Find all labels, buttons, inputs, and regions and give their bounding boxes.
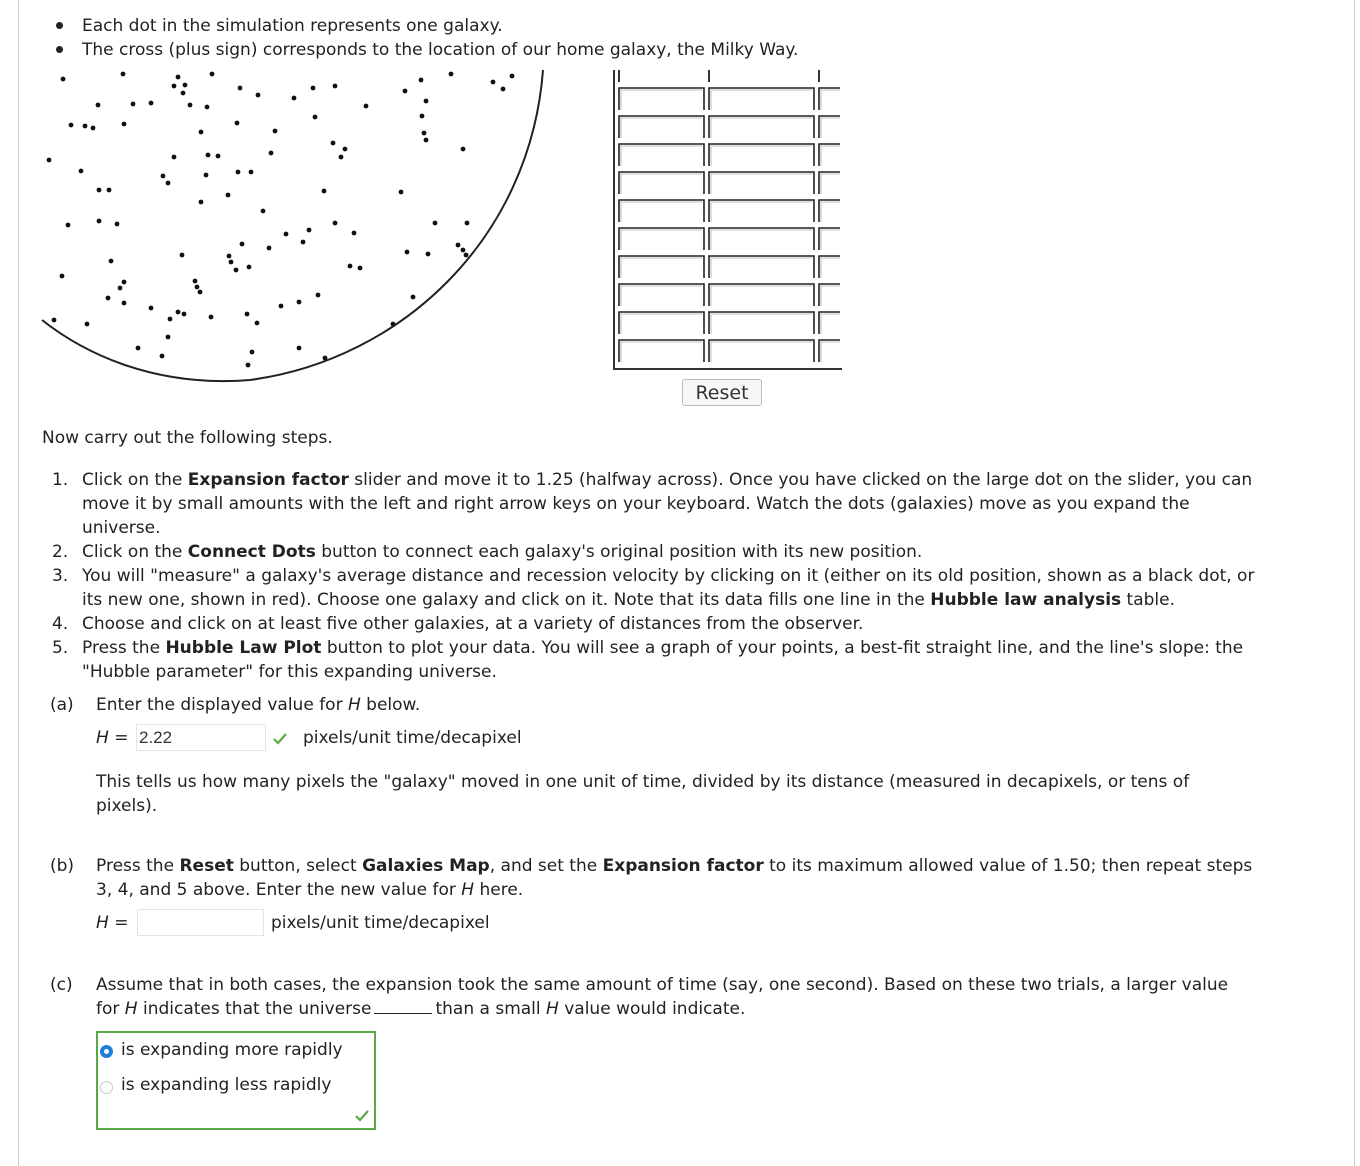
text-run: Click on the: [82, 470, 188, 490]
galaxy-dot[interactable]: [456, 243, 461, 248]
step-5-line-2: "Hubble parameter" for this expanding universe.: [82, 662, 497, 682]
galaxy-dot[interactable]: [172, 155, 177, 160]
table-cell: [819, 312, 840, 334]
table-cell-bevel: [821, 314, 840, 334]
step-1-line-1: [82, 468, 1252, 492]
part-a-unit: pixels/unit time/decapixel: [303, 728, 522, 748]
left-frame-border: [18, 0, 19, 1166]
galaxy-dot[interactable]: [267, 246, 272, 251]
galaxy-simulation-canvas[interactable]: [40, 70, 560, 385]
galaxy-dot[interactable]: [426, 252, 431, 257]
galaxy-dot[interactable]: [343, 147, 348, 152]
part-c-label: (c): [50, 975, 73, 995]
h-variable: H: [461, 880, 475, 900]
galaxy-dot[interactable]: [199, 200, 204, 205]
galaxy-dot[interactable]: [501, 87, 506, 92]
galaxy-dot[interactable]: [465, 221, 470, 226]
galaxy-dot[interactable]: [206, 153, 211, 158]
galaxy-dot[interactable]: [297, 300, 302, 305]
table-cell: [619, 172, 704, 194]
bullet-dot: [56, 22, 63, 29]
table-cell: [819, 284, 840, 306]
table-cell-bevel: [711, 314, 812, 334]
table-cell-bevel: [821, 174, 840, 194]
table-cell: [619, 116, 704, 138]
galaxy-dot[interactable]: [399, 190, 404, 195]
galaxy-dot[interactable]: [172, 84, 177, 89]
bold-term: Expansion factor: [602, 856, 764, 876]
table-cell: [819, 144, 840, 166]
table-cell-bevel: [821, 202, 840, 222]
galaxy-dot[interactable]: [204, 173, 209, 178]
galaxy-dot[interactable]: [160, 354, 165, 359]
galaxy-dot[interactable]: [227, 254, 232, 259]
table-cell-bevel: [711, 258, 812, 278]
galaxy-dot[interactable]: [109, 259, 114, 264]
galaxy-dot[interactable]: [226, 193, 231, 198]
galaxy-dot[interactable]: [193, 279, 198, 284]
galaxy-dot[interactable]: [424, 138, 429, 143]
galaxy-dot[interactable]: [333, 84, 338, 89]
table-cell: [819, 340, 840, 362]
table-cell-bevel: [711, 118, 812, 138]
galaxy-dot[interactable]: [461, 147, 466, 152]
h-variable: H: [546, 999, 559, 1019]
galaxy-dot[interactable]: [419, 78, 424, 83]
galaxy-dot[interactable]: [331, 141, 336, 146]
table-cell: [709, 340, 814, 362]
step-1-line-2: move it by small amounts with the left and right arrow keys on your keyboard. Watch the dots (galaxies) move as you expand the: [82, 494, 1190, 514]
reset-button[interactable]: Reset: [682, 379, 762, 406]
table-rows: [619, 88, 840, 362]
bullet-dot: [56, 46, 63, 53]
galaxy-dot[interactable]: [424, 99, 429, 104]
text-run: here.: [474, 880, 524, 900]
galaxy-dot[interactable]: [181, 91, 186, 96]
table-cell: [709, 284, 814, 306]
table-cell-bevel: [621, 342, 702, 362]
galaxy-dot[interactable]: [131, 102, 136, 107]
galaxy-dot[interactable]: [47, 158, 52, 163]
galaxy-dot[interactable]: [284, 232, 289, 237]
table-cell-bevel: [711, 174, 812, 194]
table-cell: [619, 88, 704, 110]
galaxy-dot[interactable]: [115, 222, 120, 227]
h-variable: H: [124, 999, 138, 1019]
part-b-h-label: [96, 911, 128, 935]
galaxy-dot[interactable]: [403, 89, 408, 94]
galaxy-dot[interactable]: [52, 318, 57, 323]
table-cell: [709, 228, 814, 250]
step-number: 1.: [52, 470, 69, 490]
galaxy-dots: [47, 72, 515, 368]
table-cell-bevel: [821, 258, 840, 278]
h-variable: H: [96, 913, 109, 933]
galaxy-dot[interactable]: [234, 268, 239, 273]
table-cell: [709, 312, 814, 334]
text-run: , and set the: [489, 856, 603, 876]
step-3-line-2: [82, 588, 1175, 612]
galaxy-dot[interactable]: [210, 72, 215, 77]
table-cell-bevel: [621, 286, 702, 306]
galaxy-dot[interactable]: [249, 170, 254, 175]
table-cell: [819, 228, 840, 250]
galaxy-dot[interactable]: [118, 286, 123, 291]
right-frame-border: [1354, 0, 1355, 1166]
galaxy-dot[interactable]: [250, 350, 255, 355]
galaxy-dot[interactable]: [464, 253, 469, 258]
option-less-rapidly[interactable]: is expanding less rapidly: [121, 1075, 332, 1095]
galaxy-dot[interactable]: [235, 121, 240, 126]
galaxy-dot[interactable]: [96, 103, 101, 108]
table-cell-bevel: [711, 202, 812, 222]
galaxy-dot[interactable]: [364, 104, 369, 109]
bold-term: Hubble law analysis: [930, 590, 1122, 610]
table-cell-bevel: [821, 230, 840, 250]
table-cell-bevel: [711, 146, 812, 166]
galaxy-dot[interactable]: [168, 317, 173, 322]
galaxy-dot[interactable]: [405, 250, 410, 255]
table-cell-bevel: [621, 258, 702, 278]
table-cell: [619, 256, 704, 278]
bold-term: Expansion factor: [187, 470, 349, 490]
galaxy-dot[interactable]: [333, 221, 338, 226]
galaxy-dot[interactable]: [60, 274, 65, 279]
galaxy-dot[interactable]: [236, 170, 241, 175]
galaxy-dot[interactable]: [301, 240, 306, 245]
galaxy-dot[interactable]: [161, 174, 166, 179]
galaxy-dot[interactable]: [205, 105, 210, 110]
galaxy-dot[interactable]: [122, 122, 127, 127]
table-cell-bevel: [711, 286, 812, 306]
table-cell: [619, 144, 704, 166]
galaxy-dot[interactable]: [273, 129, 278, 134]
text-run: slider and move it to 1.25 (halfway across). Once you have clicked on the large dot on the slider, you can: [348, 470, 1253, 490]
galaxy-dot[interactable]: [279, 304, 284, 309]
table-cell-bevel: [621, 202, 702, 222]
step-number: 2.: [52, 542, 69, 562]
step-1-line-3: universe.: [82, 518, 161, 538]
table-cell: [619, 228, 704, 250]
answer-blank: [374, 998, 432, 1014]
galaxy-dot[interactable]: [316, 293, 321, 298]
table-cell: [819, 116, 840, 138]
equals-sign: =: [114, 728, 129, 748]
galaxy-dot[interactable]: [313, 115, 318, 120]
bullet-text: The cross (plus sign) corresponds to the location of our home galaxy, the Milky Way.: [82, 40, 799, 60]
galaxy-dot[interactable]: [188, 103, 193, 108]
galaxy-dot[interactable]: [245, 312, 250, 317]
galaxy-dot[interactable]: [166, 335, 171, 340]
galaxy-dot[interactable]: [149, 306, 154, 311]
text-run: Enter the displayed value for: [96, 695, 348, 715]
galaxy-dot[interactable]: [420, 114, 425, 119]
table-cell: [709, 116, 814, 138]
table-cell-bevel: [711, 230, 812, 250]
text-run: button to plot your data. You will see a graph of your points, a best-fit straight line, and the line's slope: the: [321, 638, 1244, 658]
galaxy-dot[interactable]: [195, 285, 200, 290]
galaxy-dot[interactable]: [61, 77, 66, 82]
table-cell: [709, 88, 814, 110]
galaxy-dot[interactable]: [411, 295, 416, 300]
galaxy-dot[interactable]: [176, 75, 181, 80]
galaxy-dot[interactable]: [348, 264, 353, 269]
galaxy-dot[interactable]: [269, 151, 274, 156]
text-run: for: [96, 999, 125, 1019]
galaxy-dot[interactable]: [69, 123, 74, 128]
step-number: 4.: [52, 614, 69, 634]
part-a-note-line-1: This tells us how many pixels the "galaxy" moved in one unit of time, divided by its distance (measured in decapixels, or tens of: [96, 772, 1190, 792]
table-cell-bevel: [621, 146, 702, 166]
galaxy-dot[interactable]: [311, 86, 316, 91]
table-cell-bevel: [821, 90, 840, 110]
galaxy-dot[interactable]: [85, 322, 90, 327]
text-run: its new one, shown in red). Choose one galaxy and click on it. Note that its data fills one line in the: [82, 590, 931, 610]
galaxy-dot[interactable]: [229, 260, 234, 265]
galaxy-dot[interactable]: [292, 96, 297, 101]
intro-text: Now carry out the following steps.: [42, 428, 333, 448]
galaxy-dot[interactable]: [240, 242, 245, 247]
part-c-line-1: Assume that in both cases, the expansion took the same amount of time (say, one second). Based on these two trials, a larger value: [96, 975, 1229, 995]
galaxy-dot[interactable]: [122, 280, 127, 285]
galaxy-dot[interactable]: [461, 248, 466, 253]
table-cell: [819, 88, 840, 110]
table-cell: [619, 312, 704, 334]
galaxy-dot[interactable]: [246, 363, 251, 368]
galaxy-dot[interactable]: [510, 74, 515, 79]
step-2-line-1: [82, 540, 922, 564]
table-cell: [709, 144, 814, 166]
galaxy-dot[interactable]: [91, 126, 96, 131]
text-run: Press the: [96, 856, 180, 876]
table-cell: [819, 256, 840, 278]
hubble-law-analysis-table: [612, 70, 844, 372]
galaxy-dot[interactable]: [261, 209, 266, 214]
table-cell-bevel: [621, 90, 702, 110]
galaxy-dot[interactable]: [307, 228, 312, 233]
part-b-line-1: [96, 854, 1252, 878]
table-cell: [709, 256, 814, 278]
galaxy-dot[interactable]: [449, 72, 454, 77]
text-run: to its maximum allowed value of 1.50; then repeat steps: [763, 856, 1253, 876]
h-variable: H: [347, 695, 361, 715]
table-cell-bevel: [821, 286, 840, 306]
galaxy-dot[interactable]: [182, 312, 187, 317]
part-b-line-2: [96, 878, 523, 902]
bold-term: Galaxies Map: [362, 856, 490, 876]
text-run: below.: [360, 695, 421, 715]
galaxy-dot[interactable]: [166, 181, 171, 186]
galaxy-dot[interactable]: [391, 322, 396, 327]
part-c-line-2: [96, 997, 745, 1021]
table-cell: [819, 200, 840, 222]
galaxy-dot[interactable]: [323, 356, 328, 361]
table-cell-bevel: [621, 230, 702, 250]
option-more-rapidly[interactable]: is expanding more rapidly: [121, 1040, 343, 1060]
galaxy-dot[interactable]: [176, 310, 181, 315]
galaxy-dot[interactable]: [433, 221, 438, 226]
part-a-h-input[interactable]: 2.22: [136, 724, 266, 751]
text-run: button to connect each galaxy's original position with its new position.: [315, 542, 923, 562]
part-b-h-input[interactable]: [137, 909, 264, 936]
galaxy-dot[interactable]: [136, 346, 141, 351]
galaxy-dot[interactable]: [297, 346, 302, 351]
text-run: indicates that the universe: [137, 999, 372, 1019]
galaxy-dot[interactable]: [491, 80, 496, 85]
table-cell-bevel: [821, 146, 840, 166]
table-cell: [619, 284, 704, 306]
bold-term: Hubble Law Plot: [165, 638, 322, 658]
check-icon: [354, 1109, 370, 1123]
galaxy-dot[interactable]: [180, 253, 185, 258]
bullet-text: Each dot in the simulation represents one galaxy.: [82, 16, 503, 36]
h-variable: H: [96, 728, 109, 748]
table-cell-bevel: [821, 118, 840, 138]
radio-less-rapidly[interactable]: [100, 1081, 113, 1094]
text-run: value would indicate.: [558, 999, 746, 1019]
table-cell-bevel: [621, 118, 702, 138]
galaxy-dot[interactable]: [83, 124, 88, 129]
galaxy-dot[interactable]: [198, 290, 203, 295]
part-a-prompt: [96, 693, 420, 717]
table-cell: [619, 200, 704, 222]
galaxy-dot[interactable]: [66, 223, 71, 228]
part-a-h-label: [96, 726, 128, 750]
galaxy-dot[interactable]: [149, 101, 154, 106]
equals-sign: =: [114, 913, 129, 933]
galaxy-dot[interactable]: [121, 72, 126, 77]
table-cell: [709, 172, 814, 194]
galaxy-dot[interactable]: [247, 265, 252, 270]
text-run: Press the: [82, 638, 166, 658]
galaxy-dot[interactable]: [97, 188, 102, 193]
step-3-line-1: You will "measure" a galaxy's average distance and recession velocity by clicking on it (either on its old position, shown as a black dot, or: [82, 566, 1255, 586]
galaxy-dot[interactable]: [422, 131, 427, 136]
galaxy-dot[interactable]: [79, 169, 84, 174]
galaxy-dot[interactable]: [183, 83, 188, 88]
galaxy-dot[interactable]: [256, 93, 261, 98]
text-run: 3, 4, and 5 above. Enter the new value for: [96, 880, 462, 900]
part-b-unit: pixels/unit time/decapixel: [271, 913, 490, 933]
table-cell-bevel: [711, 342, 812, 362]
step-number: 3.: [52, 566, 69, 586]
table-cell-bevel: [711, 90, 812, 110]
galaxy-dot[interactable]: [122, 301, 127, 306]
galaxy-dot[interactable]: [106, 296, 111, 301]
step-4-line-1: Choose and click on at least five other galaxies, at a variety of distances from the observer.: [82, 614, 864, 634]
text-run: Click on the: [82, 542, 188, 562]
galaxy-dot[interactable]: [352, 231, 357, 236]
galaxy-dot[interactable]: [339, 155, 344, 160]
table-cell: [819, 172, 840, 194]
table-cell: [619, 340, 704, 362]
bold-term: Reset: [179, 856, 234, 876]
galaxy-dot[interactable]: [238, 86, 243, 91]
galaxy-dot[interactable]: [209, 315, 214, 320]
table-cell-bevel: [621, 174, 702, 194]
bold-term: Connect Dots: [187, 542, 316, 562]
galaxy-dot[interactable]: [322, 189, 327, 194]
galaxy-dot[interactable]: [255, 321, 260, 326]
step-number: 5.: [52, 638, 69, 658]
table-cell-bevel: [821, 342, 840, 362]
radio-more-rapidly[interactable]: [100, 1045, 113, 1058]
galaxy-dot[interactable]: [97, 219, 102, 224]
galaxy-dot[interactable]: [216, 154, 221, 159]
part-b-label: (b): [50, 856, 75, 876]
table-cell-bevel: [621, 314, 702, 334]
table-cell: [709, 200, 814, 222]
text-run: than a small: [435, 999, 547, 1019]
part-a-label: (a): [50, 695, 74, 715]
check-icon: [272, 732, 288, 746]
part-a-note-line-2: pixels).: [96, 796, 158, 816]
galaxy-dot[interactable]: [358, 266, 363, 271]
text-run: button, select: [233, 856, 363, 876]
galaxy-dot[interactable]: [107, 188, 112, 193]
galaxy-dot[interactable]: [199, 130, 204, 135]
step-5-line-1: [82, 636, 1243, 660]
text-run: table.: [1121, 590, 1176, 610]
